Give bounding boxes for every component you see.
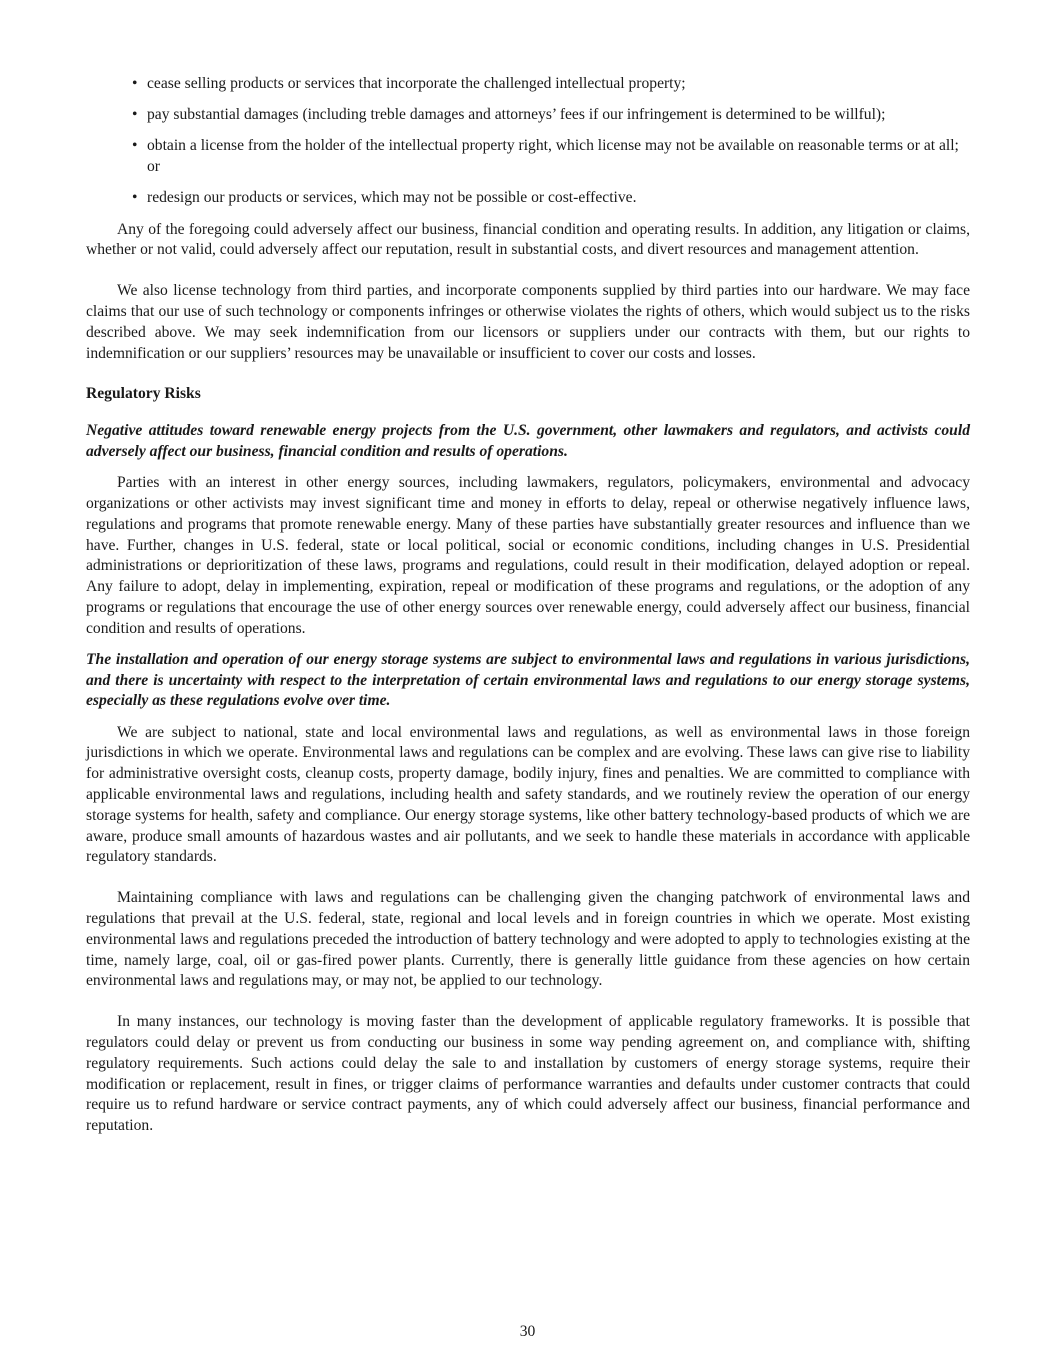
bullet-text: cease selling products or services that incorporate the challenged intellectual property; — [147, 75, 686, 92]
bullet-icon: • — [132, 137, 138, 155]
body-paragraph: Any of the foregoing could adversely affect our business, financial condition and operating results. In addition, any litigation or claims, whether or not valid, could adversely affect our reputation, result in substantial costs, and divert resources and management attention. — [86, 220, 970, 259]
body-paragraph: We are subject to national, state and local environmental laws and regulations, as well as environmental laws in those foreign jurisdictions in which we operate. Environmental laws and regulations can be complex and are evolving. These laws can give rise to liability for administrative oversight costs, cleanup costs, property damage, bodily injury, fines and penalties. We are committed to compliance with applicable environmental laws and regulations, including health and safety standards, and we routinely review the operation of our energy storage systems for health, safety and compliance. Our energy storage systems, like other battery technology-based products of which we are aware, produce small amounts of hazardous wastes and air pollutants, and we seek to handle these materials in accordance with applicable regulatory standards. — [86, 723, 970, 866]
document-page — [86, 74, 970, 1147]
body-paragraph: Parties with an interest in other energy sources, including lawmakers, regulators, policymakers, environmental and advocacy organizations or other activists may invest significant time and money in efforts to delay, repeal or otherwise negatively influence laws, regulations and programs that promote renewable energy. Many of these parties have substantially greater resources and influence than we have. Further, changes in U.S. federal, state or local political, social or economic conditions, including changes in U.S. Presidential administrations or deprioritization of these laws, programs and regulations, could result in their modification, delayed adoption or repeal. Any failure to adopt, delay in implementing, expiration, repeal or modification of these programs and regulations, or the adoption of any programs or regulations that encourage the use of other energy sources over renewable energy, could adversely affect our business, financial condition and results of operations. — [86, 474, 970, 637]
bullet-text: redesign our products or services, which may not be possible or cost-effective. — [147, 189, 637, 207]
risk-factor-heading: Negative attitudes toward renewable energy projects from the U.S. government, other lawmakers and regulators, and activists could adversely affect our business, financial condition and results of operations. — [86, 422, 970, 460]
bullet-icon: • — [132, 75, 138, 92]
remedies-bullet-list — [86, 74, 970, 209]
bullet-item — [86, 136, 970, 178]
body-paragraph: In many instances, our technology is moving faster than the development of applicable regulatory frameworks. It is possible that regulators could delay or prevent us from conducting our business in some way pending agreement on, and compliance with, shifting regulatory requirements. Such actions could delay the sale to and installation by customers of energy storage systems, require their modification or replacement, result in fines, or trigger claims of performance warranties and defaults under customer contracts that could require us to refund hardware or service contract payments, any of which could adversely affect our business, financial performance and reputation. — [86, 1013, 970, 1135]
body-paragraph: We also license technology from third parties, and incorporate components supplied by third parties into our hardware. We may face claims that our use of such technology or components infringes or otherwise violates the rights of others, which would subject us to the risks described above. We may seek indemnification from our licensors or suppliers under our contracts with them, but our rights to indemnification or our suppliers’ resources may be unavailable or insufficient to cover our costs and losses. — [86, 282, 970, 362]
bullet-icon: • — [132, 106, 138, 124]
page-number: 30 — [519, 1323, 536, 1340]
bullet-text: pay substantial damages (including treble damages and attorneys’ fees if our infringement is determined to be willful); — [147, 106, 886, 124]
section-heading: Regulatory Risks — [86, 385, 201, 403]
bullet-text: obtain a license from the holder of the intellectual property right, which license may not be available on reasonable terms or at all; or — [147, 137, 959, 176]
bullet-icon: • — [132, 189, 138, 207]
bullet-item — [86, 105, 970, 126]
body-paragraph: Maintaining compliance with laws and regulations can be challenging given the changing patchwork of environmental laws and regulations that prevail at the U.S. federal, state, regional and local levels and in foreign countries in which we operate. Most existing environmental laws and regulations preceded the introduction of battery technology and were adopted to apply to technologies existing at the time, namely large, coal, oil or gas-fired power plants. Currently, there is generally little guidance from these agencies on how certain environmental laws and regulations may, or may not, be applied to our technology. — [86, 889, 970, 990]
risk-factor-heading: The installation and operation of our energy storage systems are subject to environmental laws and regulations in various jurisdictions, and there is uncertainty with respect to the interpretation of certain environmental laws and regulations to our energy storage systems, especially as these regulations evolve over time. — [86, 650, 970, 710]
bullet-item — [86, 74, 970, 95]
bullet-item — [86, 188, 970, 209]
